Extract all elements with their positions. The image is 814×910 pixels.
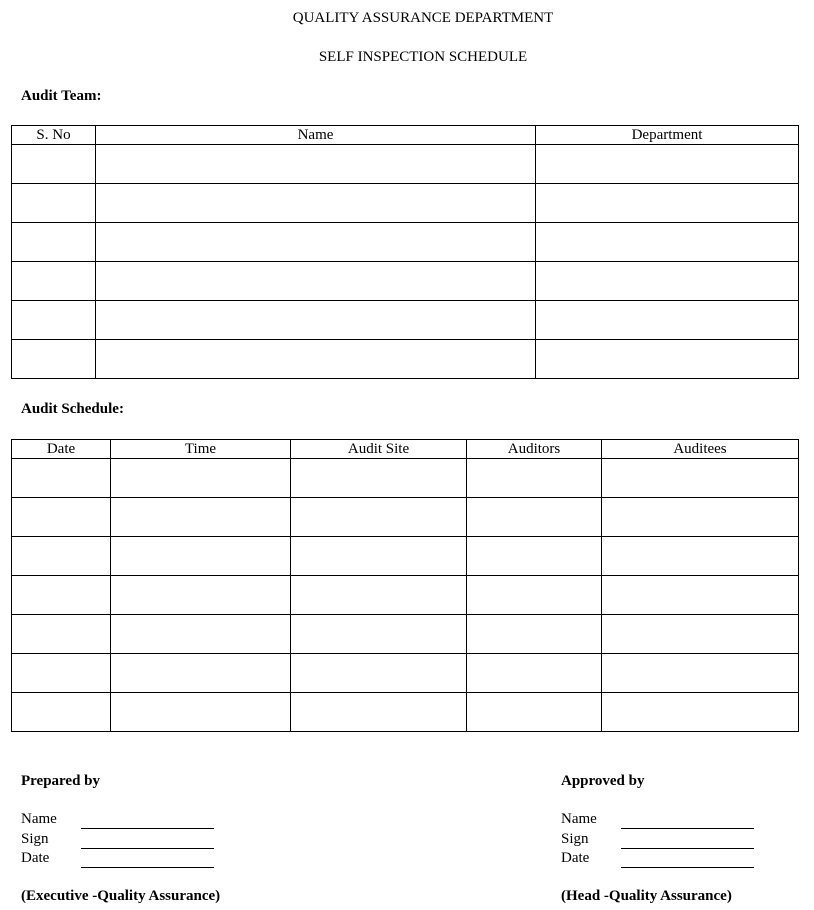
table-cell[interactable] xyxy=(291,498,467,537)
prepared-date-line[interactable] xyxy=(81,867,214,868)
table-cell[interactable] xyxy=(96,301,536,340)
department-title: QUALITY ASSURANCE DEPARTMENT xyxy=(292,10,554,26)
table-header-row xyxy=(12,126,799,145)
table-cell[interactable] xyxy=(536,301,799,340)
table-cell[interactable] xyxy=(111,693,291,732)
table-row xyxy=(12,262,799,301)
table-cell[interactable] xyxy=(602,654,799,693)
table-row xyxy=(12,301,799,340)
approved-date-label: Date xyxy=(561,850,590,866)
table-cell[interactable] xyxy=(12,459,111,498)
table-cell[interactable] xyxy=(291,693,467,732)
prepared-sign-label: Sign xyxy=(21,831,49,847)
table-cell[interactable] xyxy=(111,498,291,537)
table-cell[interactable] xyxy=(12,340,96,379)
form-title: SELF INSPECTION SCHEDULE xyxy=(318,49,528,65)
table-cell[interactable] xyxy=(602,459,799,498)
table-cell[interactable] xyxy=(602,576,799,615)
table-cell[interactable] xyxy=(467,498,602,537)
approved-by-heading: Approved by xyxy=(561,773,645,789)
table-cell[interactable] xyxy=(291,654,467,693)
table-cell[interactable] xyxy=(536,145,799,184)
table-cell[interactable] xyxy=(96,262,536,301)
table-row xyxy=(12,537,799,576)
column-header-s-no: S. No xyxy=(12,126,96,145)
audit-schedule-table xyxy=(11,439,799,732)
table-row xyxy=(12,693,799,732)
column-header-audit-site: Audit Site xyxy=(291,440,467,459)
prepared-by-role: (Executive -Quality Assurance) xyxy=(21,888,221,904)
table-row xyxy=(12,223,799,262)
table-cell[interactable] xyxy=(536,262,799,301)
table-row xyxy=(12,184,799,223)
table-cell[interactable] xyxy=(291,459,467,498)
table-cell[interactable] xyxy=(467,615,602,654)
table-cell[interactable] xyxy=(467,693,602,732)
table-cell[interactable] xyxy=(12,693,111,732)
prepared-date-label: Date xyxy=(21,850,50,866)
prepared-name-line[interactable] xyxy=(81,828,214,829)
table-row xyxy=(12,615,799,654)
table-cell[interactable] xyxy=(536,184,799,223)
table-cell[interactable] xyxy=(12,576,111,615)
approved-sign-line[interactable] xyxy=(621,848,754,849)
approved-date-line[interactable] xyxy=(621,867,754,868)
table-cell[interactable] xyxy=(467,654,602,693)
table-cell[interactable] xyxy=(602,615,799,654)
table-row xyxy=(12,576,799,615)
approved-sign-label: Sign xyxy=(561,831,589,847)
audit-team-label: Audit Team: xyxy=(21,88,102,104)
table-cell[interactable] xyxy=(96,184,536,223)
audit-schedule-label: Audit Schedule: xyxy=(21,401,124,417)
table-cell[interactable] xyxy=(291,576,467,615)
table-cell[interactable] xyxy=(602,537,799,576)
table-cell[interactable] xyxy=(12,615,111,654)
table-cell[interactable] xyxy=(536,223,799,262)
table-header-row xyxy=(12,440,799,459)
table-cell[interactable] xyxy=(602,498,799,537)
table-cell[interactable] xyxy=(12,301,96,340)
table-cell[interactable] xyxy=(96,340,536,379)
prepared-by-heading: Prepared by xyxy=(21,773,101,789)
audit-team-table xyxy=(11,125,799,379)
table-row xyxy=(12,654,799,693)
table-cell[interactable] xyxy=(291,537,467,576)
prepared-name-label: Name xyxy=(21,811,57,827)
table-cell[interactable] xyxy=(12,223,96,262)
prepared-sign-line[interactable] xyxy=(81,848,214,849)
table-cell[interactable] xyxy=(602,693,799,732)
approved-name-label: Name xyxy=(561,811,597,827)
column-header-auditees: Auditees xyxy=(602,440,799,459)
table-cell[interactable] xyxy=(12,654,111,693)
table-row xyxy=(12,498,799,537)
table-row xyxy=(12,459,799,498)
table-cell[interactable] xyxy=(12,498,111,537)
table-cell[interactable] xyxy=(96,223,536,262)
table-cell[interactable] xyxy=(12,262,96,301)
approved-by-role: (Head -Quality Assurance) xyxy=(561,888,732,904)
table-cell[interactable] xyxy=(111,654,291,693)
table-cell[interactable] xyxy=(467,459,602,498)
table-cell[interactable] xyxy=(111,576,291,615)
table-row xyxy=(12,145,799,184)
column-header-name: Name xyxy=(96,126,536,145)
approved-name-line[interactable] xyxy=(621,828,754,829)
table-cell[interactable] xyxy=(111,459,291,498)
table-cell[interactable] xyxy=(111,615,291,654)
table-cell[interactable] xyxy=(96,145,536,184)
table-cell[interactable] xyxy=(12,537,111,576)
column-header-time: Time xyxy=(111,440,291,459)
table-cell[interactable] xyxy=(12,184,96,223)
table-cell[interactable] xyxy=(467,576,602,615)
table-cell[interactable] xyxy=(291,615,467,654)
table-cell[interactable] xyxy=(467,537,602,576)
table-cell[interactable] xyxy=(12,145,96,184)
table-row xyxy=(12,340,799,379)
column-header-department: Department xyxy=(536,126,799,145)
table-cell[interactable] xyxy=(111,537,291,576)
column-header-date: Date xyxy=(12,440,111,459)
column-header-auditors: Auditors xyxy=(467,440,602,459)
table-cell[interactable] xyxy=(536,340,799,379)
